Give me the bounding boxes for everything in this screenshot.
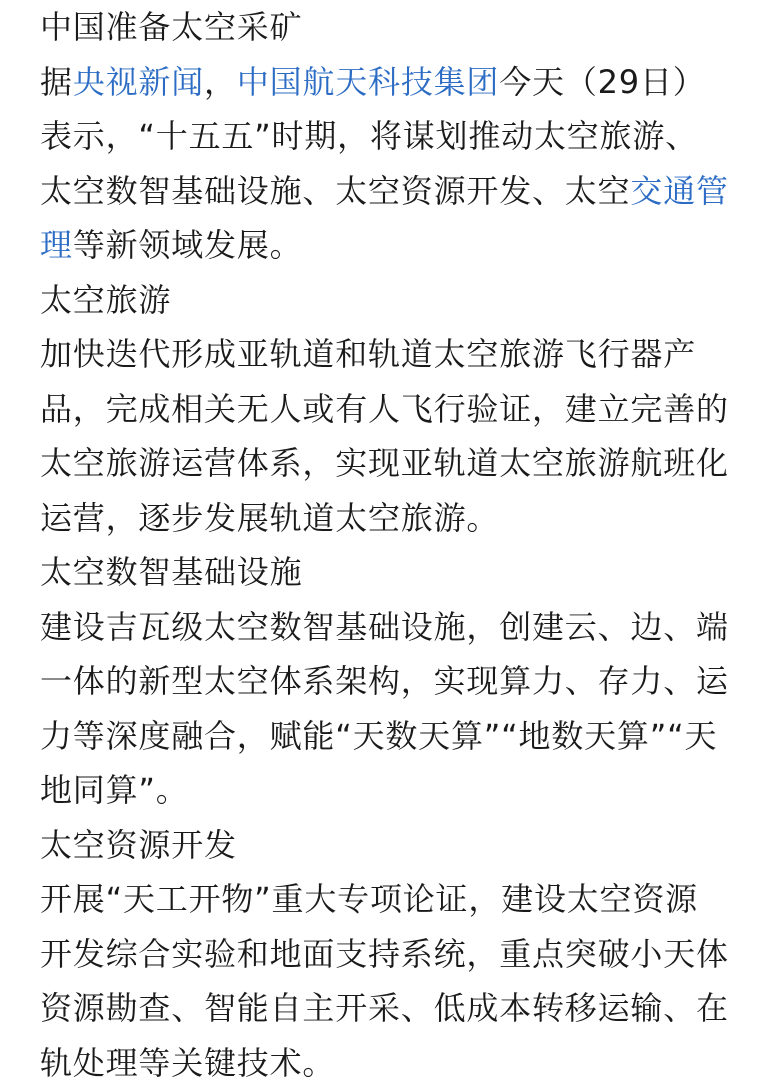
- link-casc[interactable]: 中国航天科技集团: [236, 62, 500, 101]
- intro-text-3: 今天（29日）表示，“十五五”时期，将谋划推动太空旅游、太空数智基础设施、太空资源开发、太空: [40, 62, 706, 210]
- link-cctv-news[interactable]: 央视新闻: [72, 62, 205, 101]
- article: [40, 0, 730, 1090]
- intro-text-4: 等新领域发展。: [72, 226, 303, 264]
- article-title: 中国准备太空采矿: [40, 8, 303, 46]
- section-body-space-infrastructure: 建设吉瓦级太空数智基础设施，创建云、边、端一体的新型太空体系架构，实现算力、存力、运力等深度融合，赋能“天数天算”“地数天算”“天地同算”。: [40, 607, 729, 809]
- section-heading-space-infrastructure: 太空数智基础设施: [40, 553, 303, 591]
- link-traffic-management[interactable]: 交通管理: [40, 171, 729, 264]
- section-heading-space-tourism: 太空旅游: [40, 280, 172, 319]
- intro-paragraph: [40, 55, 730, 273]
- intro-text-2: ，: [204, 62, 237, 101]
- intro-text-1: 据: [40, 62, 73, 101]
- section-body-space-resources: 开展“天工开物”重大专项论证，建设太空资源开发综合实验和地面支持系统，重点突破小天体资源勘查、智能自主开采、低成本转移运输、在轨处理等关键技术。: [40, 880, 729, 1082]
- section-heading-space-resources: 太空资源开发: [40, 825, 237, 864]
- section-body-space-tourism: 加快迭代形成亚轨道和轨道太空旅游飞行器产品，完成相关无人或有人飞行验证，建立完善的太空旅游运营体系，实现亚轨道太空旅游航班化运营，逐步发展轨道太空旅游。: [40, 335, 729, 537]
